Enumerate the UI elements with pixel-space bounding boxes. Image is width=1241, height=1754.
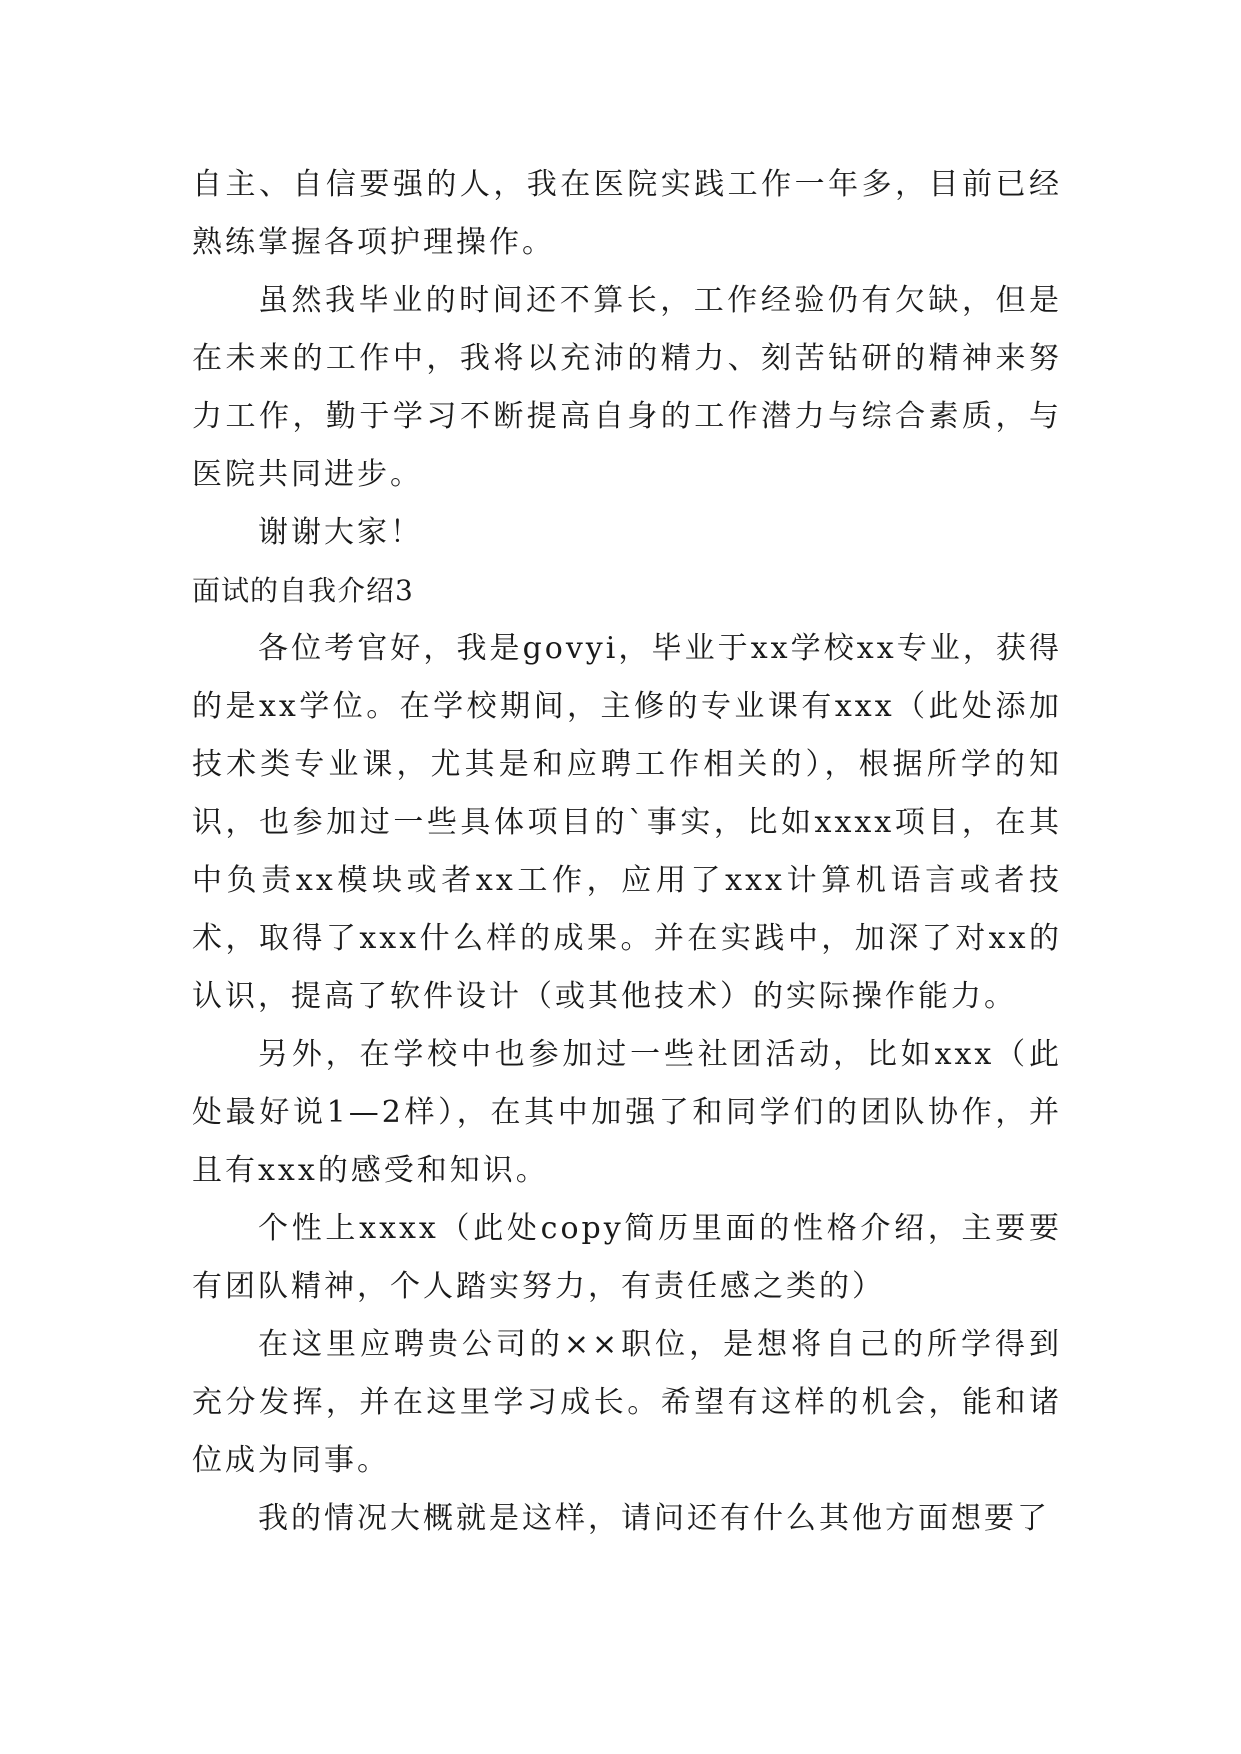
paragraph: 自主、自信要强的人，我在医院实践工作一年多，目前已经熟练掌握各项护理操作。 bbox=[192, 167, 1062, 260]
paragraph: 另外，在学校中也参加过一些社团活动，比如xxx（此处最好说1—2样），在其中加强了和同学们的团队协作，并且有xxx的感受和知识。 bbox=[192, 1037, 1062, 1188]
paragraph: 各位考官好，我是govyi，毕业于xx学校xx专业，获得的是xx学位。在学校期间，主修的专业课有xxx（此处添加技术类专业课，尤其是和应聘工作相关的），根据所学的知识，也参加过一些具体项目的`事实，比如xxxx项目，在其中负责xx模块或者xx工作，应用了xxx计算机语言或者技术，取得了xxx什么样的成果。并在实践中，加深了对xx的认识，提高了软件设计（或其他技术）的实际操作能力。 bbox=[192, 631, 1062, 1014]
section-heading: 面试的自我介绍3 bbox=[192, 574, 414, 607]
paragraph: 个性上xxxx（此处copy简历里面的性格介绍，主要要有团队精神，个人踏实努力，有责任感之类的） bbox=[192, 1211, 1062, 1304]
paragraph: 在这里应聘贵公司的××职位，是想将自己的所学得到充分发挥，并在这里学习成长。希望有这样的机会，能和诸位成为同事。 bbox=[192, 1327, 1062, 1478]
paragraph: 我的情况大概就是这样，请问还有什么其他方面想要了 bbox=[258, 1501, 1050, 1536]
paragraph: 虽然我毕业的时间还不算长，工作经验仍有欠缺，但是在未来的工作中，我将以充沛的精力、刻苦钻研的精神来努力工作，勤于学习不断提高自身的工作潜力与综合素质，与医院共同进步。 bbox=[192, 283, 1062, 492]
paragraph: 谢谢大家！ bbox=[258, 515, 423, 550]
document-body bbox=[192, 156, 1062, 1548]
